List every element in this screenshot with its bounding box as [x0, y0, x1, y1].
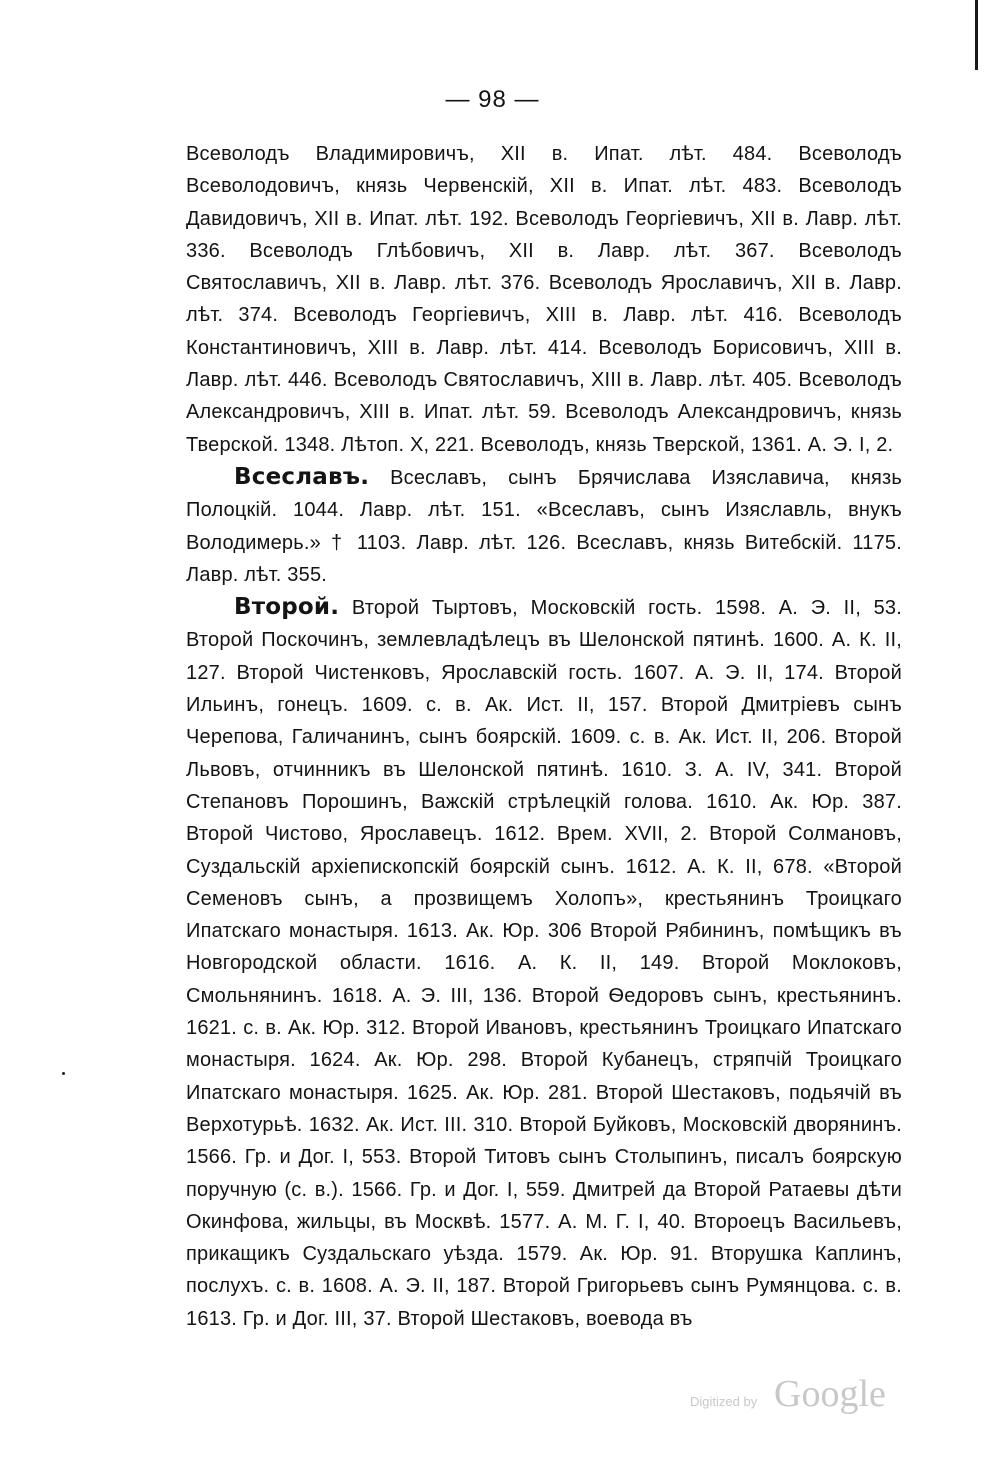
paragraph-vtoroy — [186, 591, 902, 1335]
paragraph-text: Всеславъ, сынъ Брячислава Изяславича, князь Полоцкій. 1044. Лавр. лѣт. 151. «Всеславъ, сынъ Изяславль, внукъ Володимерь.» † 1103. Лавр. лѣт. 126. Всеславъ, князь Витебскій. 1175. Лавр. лѣт. 355. — [186, 466, 902, 586]
page-number: — 98 — — [445, 86, 540, 113]
paragraph-text: Всеволодъ Владимировичъ, XII в. Ипат. лѣт. 484. Всеволодъ Всеволодовичъ, князь Червенскій, XII в. Ипат. лѣт. 483. Всеволодъ Давидовичъ, XII в. Ипат. лѣт. 192. Всеволодъ Георгіевичъ, XII в. Лавр. лѣт. 336. Всеволодъ Глѣбовичъ, XII в. Лавр. лѣт. 367. Всеволодъ Святославичъ, XII в. Лавр. лѣт. 376. Всеволодъ Ярославичъ, XII в. Лавр. лѣт. 374. Всеволодъ Георгіевичъ, XIII в. Лавр. лѣт. 416. Всеволодъ Константиновичъ, XIII в. Лавр. лѣт. 414. Всеволодъ Борисовичъ, XIII в. Лавр. лѣт. 446. Всеволодъ Святославичъ, XIII в. Лавр. лѣт. 405. Всеволодъ Александровичъ, XIII в. Ипат. лѣт. 59. Всеволодъ Александровичъ, князь Тверской. 1348. Лѣтоп. X, 221. Всеволодъ, князь Тверской, 1361. А. Э. I, 2. — [186, 143, 902, 456]
entry-heading: Второй. — [234, 594, 340, 621]
watermark-logo-text: Google — [774, 1373, 886, 1415]
paragraph-vsevolod — [186, 138, 902, 461]
watermark-small-text: Digitized by — [690, 1394, 758, 1409]
digitized-by-watermark — [690, 1372, 900, 1416]
ink-speck — [62, 1072, 65, 1075]
entry-heading: Всеславъ. — [234, 463, 370, 490]
page-edge-line — [975, 0, 978, 70]
paragraph-vseslav — [186, 461, 902, 591]
body-text — [186, 138, 902, 1335]
paragraph-text: Второй Тыртовъ, Московскій гость. 1598. А. Э. II, 53. Второй Поскочинъ, землевладѣлецъ въ Шелонской пятинѣ. 1600. А. К. II, 127. Второй Чистенковъ, Ярославскій гость. 1607. А. Э. II, 174. Второй Ильинъ, гонецъ. 1609. с. в. Ак. Ист. II, 157. Второй Дмитріевъ сынъ Черепова, Галичанинъ, сынъ боярскій. 1609. с. в. Ак. Ист. II, 206. Второй Львовъ, отчинникъ въ Шелонской пятинѣ. 1610. З. А. IV, 341. Второй Степановъ Порошинъ, Важскій стрѣлецкій голова. 1610. Ак. Юр. 387. Второй Чистово, Ярославецъ. 1612. Врем. XVII, 2. Второй Солмановъ, Суздальскій архіепископскій боярскій сынъ. 1612. А. К. II, 678. «Второй Семеновъ сынъ, а прозвищемъ Холопъ», крестьянинъ Троицкаго Ипатскаго монастыря. 1613. Ак. Юр. 306 Второй Рябининъ, помѣщикъ въ Новгородской области. 1616. А. К. II, 149. Второй Моклоковъ, Смольнянинъ. 1618. А. Э. III, 136. Второй Ѳедоровъ сынъ, крестьянинъ. 1621. с. в. Ак. Юр. 312. Второй Ивановъ, крестьянинъ Троицкаго Ипатскаго монастыря. 1624. Ак. Юр. 298. Второй Кубанецъ, стряпчій Троицкаго Ипатскаго монастыря. 1625. Ак. Юр. 281. Второй Шестаковъ, подьячій въ Верхотурьѣ. 1632. Ак. Ист. III. 310. Второй Буйковъ, Московскій дворянинъ. 1566. Гр. и Дог. I, 553. Второй Титовъ сынъ Столыпинъ, писалъ боярскую поручную (с. в.). 1566. Гр. и Дог. I, 559. Дмитрей да Второй Ратаевы дѣти Окинфова, жильцы, въ Москвѣ. 1577. А. М. Г. I, 40. Второецъ Васильевъ, прикащикъ Суздальскаго уѣзда. 1579. Ак. Юр. 91. Вторушка Каплинъ, послухъ. с. в. 1608. А. Э. II, 187. Второй Григорьевъ сынъ Румянцова. с. в. 1613. Гр. и Дог. III, 37. Второй Шестаковъ, воевода въ — [186, 597, 902, 1330]
